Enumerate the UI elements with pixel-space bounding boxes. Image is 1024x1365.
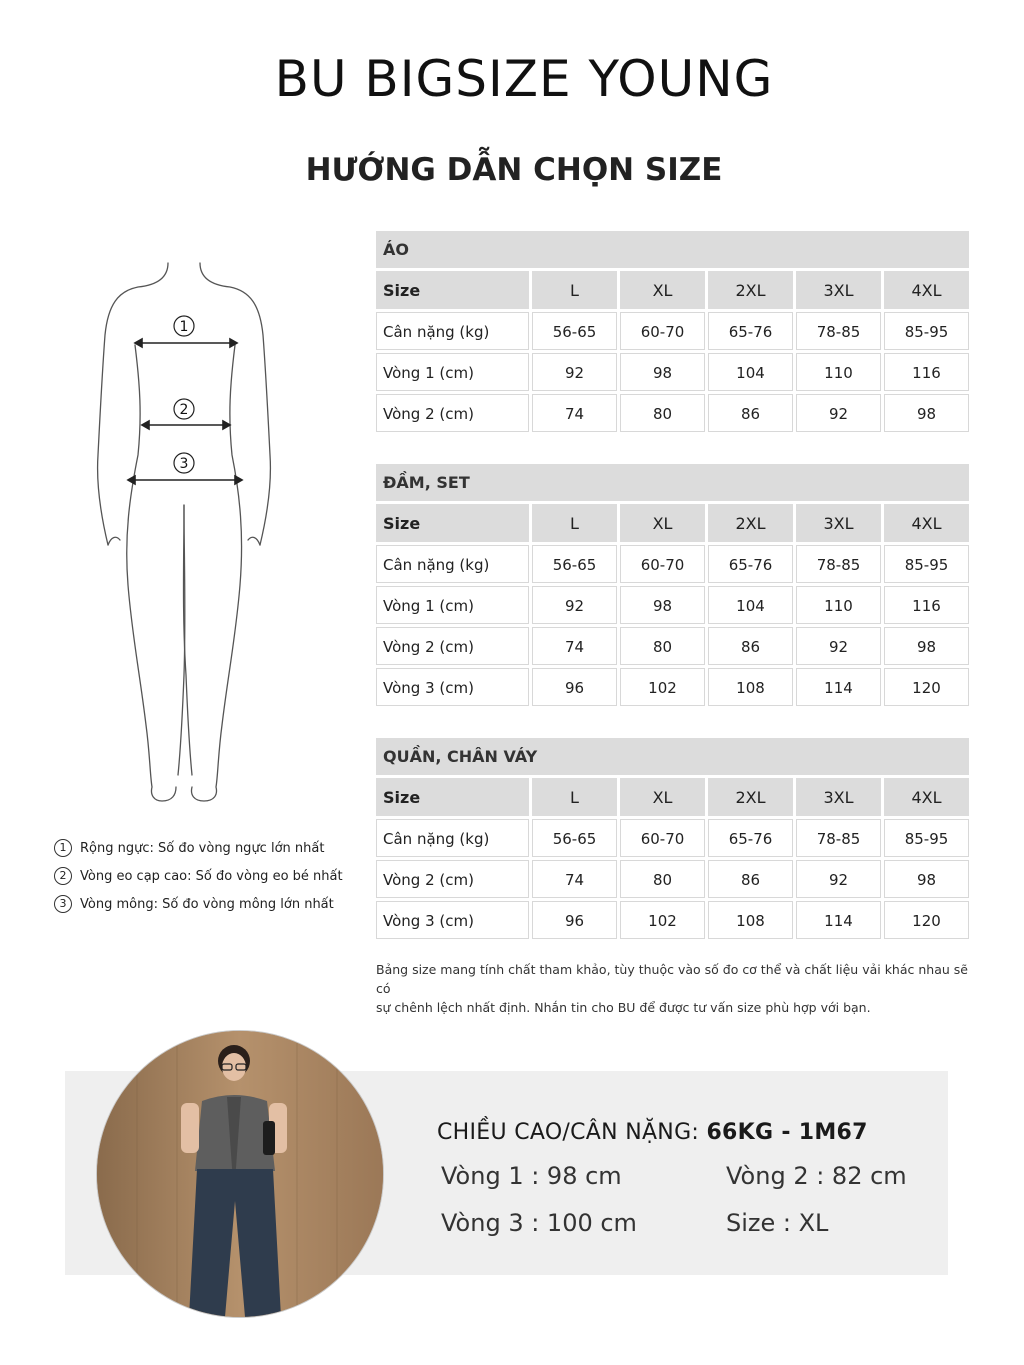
legend-text: Rộng ngực: Số đo vòng ngực lớn nhất [80, 840, 325, 856]
table-section-title: ÁO [376, 231, 969, 268]
table-header-cell: 2XL [708, 778, 793, 816]
table-row [376, 353, 969, 391]
table-row [376, 901, 969, 939]
table-header-row [376, 271, 969, 309]
table-cell: 86 [708, 394, 793, 432]
table-header-row [376, 504, 969, 542]
table-header-cell: L [532, 504, 617, 542]
table-row-label: Cân nặng (kg) [376, 545, 529, 583]
table-row-label: Vòng 1 (cm) [376, 586, 529, 624]
model-photo [96, 1030, 384, 1318]
table-cell: 80 [620, 627, 705, 665]
table-cell: 74 [532, 627, 617, 665]
figure-mark-1: 1 [179, 319, 189, 335]
table-header-cell: L [532, 271, 617, 309]
table-cell: 108 [708, 668, 793, 706]
table-header-cell: L [532, 778, 617, 816]
table-row [376, 627, 969, 665]
table-cell: 120 [884, 901, 969, 939]
table-header-cell: XL [620, 504, 705, 542]
table-row [376, 545, 969, 583]
table-cell: 65-76 [708, 312, 793, 350]
table-header-cell: 4XL [884, 271, 969, 309]
table-cell: 108 [708, 901, 793, 939]
model-measurements-title [437, 1120, 957, 1145]
table-cell: 92 [532, 353, 617, 391]
table-cell: 65-76 [708, 545, 793, 583]
table-row-label: Vòng 2 (cm) [376, 627, 529, 665]
note-line: Bảng size mang tính chất tham khảo, tùy thuộc vào số đo cơ thể và chất liệu vải khác nhau sẽ có [376, 962, 968, 996]
table-cell: 56-65 [532, 545, 617, 583]
table-cell: 98 [620, 586, 705, 624]
table-cell: 85-95 [884, 545, 969, 583]
table-cell: 78-85 [796, 819, 881, 857]
table-cell: 86 [708, 627, 793, 665]
brand-title: BU BIGSIZE YOUNG [274, 50, 774, 108]
table-cell: 78-85 [796, 545, 881, 583]
table-row-label: Vòng 1 (cm) [376, 353, 529, 391]
size-table-dam-set [376, 464, 969, 709]
table-cell: 114 [796, 668, 881, 706]
table-cell: 56-65 [532, 312, 617, 350]
model-value: 66KG - 1M67 [706, 1120, 868, 1145]
table-row-label: Vòng 3 (cm) [376, 668, 529, 706]
table-cell: 80 [620, 860, 705, 898]
table-cell: 120 [884, 668, 969, 706]
table-cell: 85-95 [884, 819, 969, 857]
table-cell: 56-65 [532, 819, 617, 857]
table-row [376, 819, 969, 857]
legend-item [54, 834, 354, 862]
table-cell: 98 [884, 860, 969, 898]
legend-number: 1 [54, 839, 72, 857]
table-header-cell: 3XL [796, 271, 881, 309]
legend-item [54, 890, 354, 918]
legend-text: Vòng eo cạp cao: Số đo vòng eo bé nhất [80, 868, 343, 884]
table-cell: 102 [620, 668, 705, 706]
table-cell: 114 [796, 901, 881, 939]
legend-number: 2 [54, 867, 72, 885]
table-cell: 80 [620, 394, 705, 432]
model-vong-2: Vòng 2 : 82 cm [726, 1162, 907, 1190]
model-label: CHIỀU CAO/CÂN NẶNG: [437, 1120, 700, 1145]
body-outline-figure [80, 255, 300, 815]
table-cell: 92 [796, 394, 881, 432]
model-vong-1: Vòng 1 : 98 cm [441, 1162, 622, 1190]
table-header-cell: 2XL [708, 271, 793, 309]
model-measurements-grid [441, 1162, 941, 1256]
size-table-ao [376, 231, 969, 435]
table-row-label: Vòng 2 (cm) [376, 394, 529, 432]
table-header-cell: Size [376, 778, 529, 816]
size-note [376, 960, 976, 1017]
table-cell: 98 [620, 353, 705, 391]
table-cell: 92 [532, 586, 617, 624]
table-row-label: Vòng 2 (cm) [376, 860, 529, 898]
table-cell: 78-85 [796, 312, 881, 350]
table-row [376, 668, 969, 706]
table-header-cell: 3XL [796, 504, 881, 542]
table-cell: 116 [884, 586, 969, 624]
table-header-cell: Size [376, 504, 529, 542]
table-cell: 102 [620, 901, 705, 939]
legend-text: Vòng mông: Số đo vòng mông lớn nhất [80, 896, 334, 912]
table-cell: 96 [532, 668, 617, 706]
table-header-cell: XL [620, 778, 705, 816]
legend-item [54, 862, 354, 890]
table-header-cell: 4XL [884, 778, 969, 816]
table-header-cell: 3XL [796, 778, 881, 816]
table-cell: 110 [796, 586, 881, 624]
table-section-title: QUẦN, CHÂN VÁY [376, 738, 969, 775]
model-vong-3: Vòng 3 : 100 cm [441, 1209, 637, 1237]
table-cell: 74 [532, 394, 617, 432]
size-table-quan-chan-vay [376, 738, 969, 942]
table-cell: 60-70 [620, 312, 705, 350]
table-cell: 104 [708, 353, 793, 391]
table-cell: 104 [708, 586, 793, 624]
table-cell: 92 [796, 860, 881, 898]
table-cell: 92 [796, 627, 881, 665]
measurement-legend [54, 834, 354, 918]
table-header-row [376, 778, 969, 816]
table-header-cell: 2XL [708, 504, 793, 542]
table-header-cell: XL [620, 271, 705, 309]
table-cell: 60-70 [620, 819, 705, 857]
table-row-label: Vòng 3 (cm) [376, 901, 529, 939]
legend-number: 3 [54, 895, 72, 913]
table-row-label: Cân nặng (kg) [376, 312, 529, 350]
table-row-label: Cân nặng (kg) [376, 819, 529, 857]
table-cell: 98 [884, 627, 969, 665]
figure-mark-3: 3 [179, 456, 189, 472]
table-cell: 86 [708, 860, 793, 898]
figure-mark-2: 2 [179, 402, 189, 418]
table-header-cell: Size [376, 271, 529, 309]
table-header-cell: 4XL [884, 504, 969, 542]
table-cell: 110 [796, 353, 881, 391]
note-line: sự chênh lệch nhất định. Nhắn tin cho BU để được tư vấn size phù hợp với bạn. [376, 1000, 871, 1015]
table-row [376, 586, 969, 624]
table-cell: 85-95 [884, 312, 969, 350]
table-cell: 98 [884, 394, 969, 432]
table-row [376, 860, 969, 898]
table-cell: 74 [532, 860, 617, 898]
table-section-title: ĐẦM, SET [376, 464, 969, 501]
model-photo-image [97, 1031, 383, 1317]
table-cell: 65-76 [708, 819, 793, 857]
table-row [376, 394, 969, 432]
model-size: Size : XL [726, 1209, 829, 1237]
page-title: HƯỚNG DẪN CHỌN SIZE [305, 152, 723, 188]
table-cell: 116 [884, 353, 969, 391]
table-row [376, 312, 969, 350]
table-cell: 60-70 [620, 545, 705, 583]
table-cell: 96 [532, 901, 617, 939]
